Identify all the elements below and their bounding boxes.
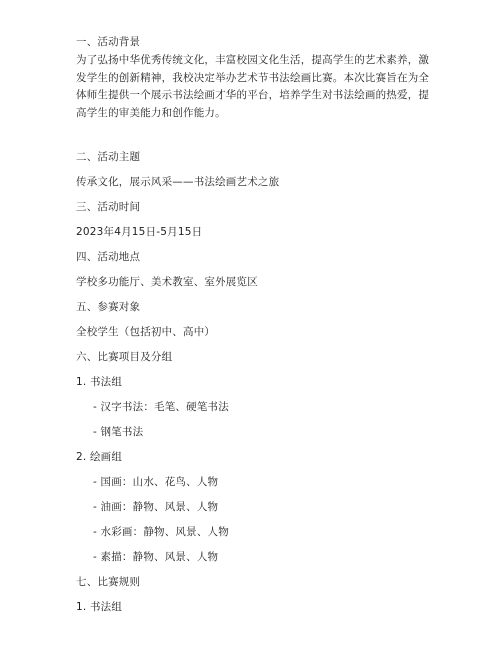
time-text: 2023年4月15日-5月15日 bbox=[76, 226, 203, 238]
group-calligraphy: 1. 书法组 bbox=[76, 376, 123, 388]
section-heading-participants: 五、参赛对象 bbox=[76, 301, 141, 313]
background-paragraph: 为了弘扬中华优秀传统文化，丰富校园文化生活，提高学生的艺术素养，激发学生的创新精神，我校决定举办艺术节书法绘画比赛。本次比赛旨在为全体师生提供一个展示书法绘画才华的平台，培养学生对书法绘画的热爱，提高学生的审美能力和创作能力。 bbox=[76, 54, 430, 119]
list-item: - 水彩画：静物、风景、人物 bbox=[93, 526, 229, 538]
place-text: 学校多功能厅、美术教室、室外展览区 bbox=[76, 276, 258, 288]
list-item: - 钢笔书法 bbox=[93, 426, 144, 438]
theme-text: 传承文化，展示风采——书法绘画艺术之旅 bbox=[76, 176, 280, 188]
section-heading-time: 三、活动时间 bbox=[76, 201, 141, 213]
list-item: - 汉字书法：毛笔、硬笔书法 bbox=[93, 401, 229, 413]
participants-text: 全校学生（包括初中、高中） bbox=[76, 326, 216, 338]
section-heading-place: 四、活动地点 bbox=[76, 251, 141, 263]
group-painting: 2. 绘画组 bbox=[76, 451, 123, 463]
section-heading-background: 一、活动背景 bbox=[76, 36, 141, 48]
section-heading-rules: 七、比赛规则 bbox=[76, 576, 141, 588]
section-heading-theme: 二、活动主题 bbox=[76, 151, 141, 163]
list-item: - 素描：静物、风景、人物 bbox=[93, 551, 219, 563]
section-heading-categories: 六、比赛项目及分组 bbox=[76, 351, 173, 363]
list-item: - 油画：静物、风景、人物 bbox=[93, 501, 219, 513]
rule-calligraphy: 1. 书法组 bbox=[76, 601, 123, 613]
list-item: - 国画：山水、花鸟、人物 bbox=[93, 476, 219, 488]
